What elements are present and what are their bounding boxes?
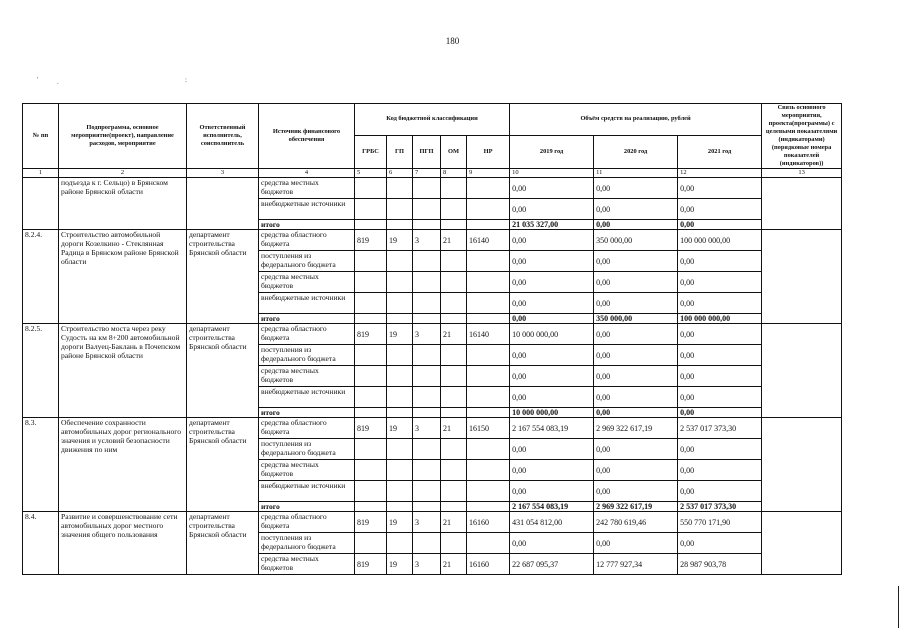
- code-grbs: 819: [355, 324, 387, 345]
- code-blank: [441, 314, 467, 324]
- item-number: 8.2.5.: [23, 324, 59, 418]
- code-pgp: [413, 293, 441, 314]
- header-2019: 2019 год: [510, 135, 594, 168]
- code-blank: [355, 502, 387, 512]
- total-2021: 0,00: [678, 220, 762, 230]
- amount-2021: 0,00: [678, 178, 762, 199]
- code-grbs: [355, 366, 387, 387]
- header-gp: ГП: [387, 135, 413, 168]
- code-nr: 16140: [467, 324, 510, 345]
- code-om: [441, 272, 467, 293]
- code-pgp: [413, 481, 441, 502]
- total-2019: 0,00: [510, 314, 594, 324]
- code-om: 21: [441, 512, 467, 533]
- code-om: [441, 439, 467, 460]
- amount-2019: 0,00: [510, 387, 594, 408]
- code-blank: [355, 408, 387, 418]
- column-number: 5: [355, 169, 387, 178]
- code-gp: [387, 387, 413, 408]
- item-name: Строительство моста через реку Судость на км 8+200 автомобильной дороги Валуец-Баклань в Почепском районе Брянской области: [59, 324, 187, 418]
- code-blank: [467, 220, 510, 230]
- indicator-link: [762, 178, 842, 230]
- code-nr: [467, 481, 510, 502]
- amount-2021: 0,00: [678, 293, 762, 314]
- column-number: 11: [594, 169, 678, 178]
- code-nr: 16160: [467, 554, 510, 575]
- item-number: 8.3.: [23, 418, 59, 512]
- amount-2019: 2 167 554 083,19: [510, 418, 594, 439]
- code-pgp: [413, 439, 441, 460]
- code-grbs: [355, 251, 387, 272]
- code-grbs: [355, 199, 387, 220]
- code-blank: [441, 408, 467, 418]
- code-om: 21: [441, 324, 467, 345]
- amount-2019: 0,00: [510, 460, 594, 481]
- amount-2020: 0,00: [594, 251, 678, 272]
- code-gp: 19: [387, 554, 413, 575]
- amount-2019: 0,00: [510, 199, 594, 220]
- code-grbs: [355, 481, 387, 502]
- amount-2021: 2 537 017 373,30: [678, 418, 762, 439]
- item-name: Обеспечение сохранности автомобильных дорог регионального значения и условий безопасности движения по ним: [59, 418, 187, 512]
- code-gp: [387, 272, 413, 293]
- total-2020: 0,00: [594, 408, 678, 418]
- code-gp: [387, 345, 413, 366]
- funding-source: средства областного бюджета: [259, 418, 355, 439]
- code-gp: [387, 481, 413, 502]
- column-number: 13: [762, 169, 842, 178]
- code-nr: 16160: [467, 512, 510, 533]
- scan-speck: :: [185, 76, 187, 84]
- amount-2021: 550 770 171,90: [678, 512, 762, 533]
- header-om: ОМ: [441, 135, 467, 168]
- total-2019: 21 035 327,00: [510, 220, 594, 230]
- table-row: [23, 230, 842, 251]
- amount-2020: 0,00: [594, 345, 678, 366]
- header-responsible: Ответственный исполнитель, соисполнитель: [187, 104, 259, 169]
- header-no: № пп: [23, 104, 59, 169]
- amount-2020: 0,00: [594, 272, 678, 293]
- amount-2020: 0,00: [594, 439, 678, 460]
- item-number: [23, 178, 59, 230]
- column-number: 3: [187, 169, 259, 178]
- code-om: 21: [441, 554, 467, 575]
- code-blank: [467, 314, 510, 324]
- code-blank: [441, 502, 467, 512]
- funding-source: внебюджетные источники: [259, 481, 355, 502]
- header-row: [23, 104, 842, 136]
- funding-source: средства местных бюджетов: [259, 366, 355, 387]
- funding-source: средства местных бюджетов: [259, 554, 355, 575]
- amount-2020: 350 000,00: [594, 230, 678, 251]
- code-nr: 16140: [467, 230, 510, 251]
- item-name: Развитие и совершенствование сети автомобильных дорог местного значения общего пользования: [59, 512, 187, 575]
- item-responsible: департамент строительства Брянской области: [187, 230, 259, 324]
- code-om: 21: [441, 418, 467, 439]
- total-2019: 2 167 554 083,19: [510, 502, 594, 512]
- code-gp: 19: [387, 324, 413, 345]
- amount-2020: 12 777 927,34: [594, 554, 678, 575]
- code-pgp: [413, 178, 441, 199]
- code-om: 21: [441, 230, 467, 251]
- item-responsible: департамент строительства Брянской области: [187, 324, 259, 418]
- code-nr: [467, 293, 510, 314]
- code-blank: [441, 220, 467, 230]
- code-nr: [467, 199, 510, 220]
- amount-2020: 0,00: [594, 178, 678, 199]
- code-om: [441, 533, 467, 554]
- column-number-row: [23, 169, 842, 178]
- total-label: итого: [259, 314, 355, 324]
- code-blank: [413, 502, 441, 512]
- item-number: 8.4.: [23, 512, 59, 575]
- code-grbs: [355, 293, 387, 314]
- code-pgp: [413, 199, 441, 220]
- header-2020: 2020 год: [594, 135, 678, 168]
- amount-2019: 0,00: [510, 251, 594, 272]
- amount-2019: 0,00: [510, 481, 594, 502]
- code-pgp: [413, 251, 441, 272]
- indicator-link: [762, 418, 842, 512]
- code-grbs: [355, 178, 387, 199]
- code-om: [441, 178, 467, 199]
- funding-source: поступления из федерального бюджета: [259, 345, 355, 366]
- column-number: 10: [510, 169, 594, 178]
- column-number: 7: [413, 169, 441, 178]
- amount-2020: 0,00: [594, 460, 678, 481]
- code-pgp: 3: [413, 554, 441, 575]
- code-gp: [387, 533, 413, 554]
- total-2021: 2 537 017 373,30: [678, 502, 762, 512]
- item-responsible: департамент строительства Брянской области: [187, 512, 259, 575]
- code-pgp: [413, 387, 441, 408]
- indicator-link: [762, 230, 842, 324]
- amount-2021: 0,00: [678, 272, 762, 293]
- table-row: [23, 512, 842, 533]
- funding-source: средства местных бюджетов: [259, 272, 355, 293]
- amount-2021: 28 987 903,78: [678, 554, 762, 575]
- code-nr: [467, 345, 510, 366]
- code-blank: [387, 408, 413, 418]
- code-om: [441, 460, 467, 481]
- total-2021: 0,00: [678, 408, 762, 418]
- funding-source: внебюджетные источники: [259, 293, 355, 314]
- code-gp: 19: [387, 418, 413, 439]
- code-blank: [413, 314, 441, 324]
- code-om: [441, 345, 467, 366]
- code-grbs: 819: [355, 418, 387, 439]
- funding-source: поступления из федерального бюджета: [259, 251, 355, 272]
- code-pgp: 3: [413, 418, 441, 439]
- total-2020: 350 000,00: [594, 314, 678, 324]
- code-blank: [355, 220, 387, 230]
- item-name: подъезда к г. Сельцо) в Брянском районе Брянской области: [59, 178, 187, 230]
- code-grbs: 819: [355, 554, 387, 575]
- item-number: 8.2.4.: [23, 230, 59, 324]
- amount-2019: 0,00: [510, 366, 594, 387]
- code-blank: [467, 408, 510, 418]
- code-grbs: [355, 272, 387, 293]
- code-blank: [387, 220, 413, 230]
- column-number: 9: [467, 169, 510, 178]
- table-row: [23, 324, 842, 345]
- page-number: 180: [445, 36, 460, 46]
- funding-source: поступления из федерального бюджета: [259, 533, 355, 554]
- amount-2021: 0,00: [678, 199, 762, 220]
- code-gp: [387, 251, 413, 272]
- code-gp: [387, 199, 413, 220]
- indicator-link: [762, 324, 842, 418]
- code-gp: 19: [387, 230, 413, 251]
- code-pgp: 3: [413, 512, 441, 533]
- scan-edge-mark: [898, 586, 899, 628]
- code-blank: [387, 314, 413, 324]
- funding-source: средства областного бюджета: [259, 512, 355, 533]
- code-pgp: [413, 366, 441, 387]
- code-gp: [387, 293, 413, 314]
- amount-2021: 0,00: [678, 439, 762, 460]
- funding-source: поступления из федерального бюджета: [259, 439, 355, 460]
- amount-2019: 0,00: [510, 178, 594, 199]
- amount-2021: 0,00: [678, 387, 762, 408]
- code-blank: [467, 502, 510, 512]
- header-link: Связь основного мероприятия, проекта(программы) с целевыми показателями (индикаторами) (порядковые номера показателей (индикаторов)): [762, 104, 842, 169]
- code-nr: [467, 460, 510, 481]
- code-pgp: [413, 345, 441, 366]
- amount-2019: 431 054 812,00: [510, 512, 594, 533]
- code-grbs: [355, 387, 387, 408]
- total-2019: 10 000 000,00: [510, 408, 594, 418]
- column-number: 6: [387, 169, 413, 178]
- header-2021: 2021 год: [678, 135, 762, 168]
- amount-2020: 242 780 619,46: [594, 512, 678, 533]
- amount-2020: 0,00: [594, 533, 678, 554]
- code-grbs: [355, 439, 387, 460]
- code-om: [441, 481, 467, 502]
- column-number: 12: [678, 169, 762, 178]
- code-pgp: [413, 460, 441, 481]
- code-blank: [413, 408, 441, 418]
- amount-2021: 0,00: [678, 366, 762, 387]
- scan-speck: ': [37, 76, 39, 84]
- indicator-link: [762, 512, 842, 575]
- code-pgp: [413, 272, 441, 293]
- code-grbs: [355, 533, 387, 554]
- funding-source: внебюджетные источники: [259, 199, 355, 220]
- header-amount-group: Объём средств на реализацию, рублей: [510, 104, 762, 136]
- amount-2019: 0,00: [510, 293, 594, 314]
- amount-2021: 0,00: [678, 345, 762, 366]
- table-row: [23, 178, 842, 199]
- code-grbs: [355, 460, 387, 481]
- budget-table: [22, 103, 842, 575]
- total-2020: 2 969 322 617,19: [594, 502, 678, 512]
- code-nr: [467, 439, 510, 460]
- amount-2021: 0,00: [678, 460, 762, 481]
- header-pgp: ПГП: [413, 135, 441, 168]
- amount-2019: 10 000 000,00: [510, 324, 594, 345]
- code-nr: [467, 251, 510, 272]
- funding-source: средства областного бюджета: [259, 230, 355, 251]
- header-grbs: ГРБС: [355, 135, 387, 168]
- amount-2020: 0,00: [594, 293, 678, 314]
- header-code-group: Код бюджетной классификации: [355, 104, 510, 136]
- amount-2021: 0,00: [678, 481, 762, 502]
- code-nr: [467, 366, 510, 387]
- header-name: Подпрограмма, основное мероприятие(проект), направление расходов, мероприятие: [59, 104, 187, 169]
- total-2021: 100 000 000,00: [678, 314, 762, 324]
- code-nr: 16150: [467, 418, 510, 439]
- amount-2021: 0,00: [678, 533, 762, 554]
- amount-2020: 0,00: [594, 324, 678, 345]
- column-number: 2: [59, 169, 187, 178]
- code-pgp: 3: [413, 324, 441, 345]
- code-gp: [387, 178, 413, 199]
- code-nr: [467, 533, 510, 554]
- code-om: [441, 293, 467, 314]
- amount-2019: 0,00: [510, 439, 594, 460]
- code-gp: 19: [387, 512, 413, 533]
- amount-2019: 0,00: [510, 345, 594, 366]
- item-responsible: [187, 178, 259, 230]
- header-nr: НР: [467, 135, 510, 168]
- item-responsible: департамент строительства Брянской области: [187, 418, 259, 512]
- table-row: [23, 418, 842, 439]
- total-2020: 0,00: [594, 220, 678, 230]
- code-blank: [387, 502, 413, 512]
- funding-source: средства местных бюджетов: [259, 178, 355, 199]
- code-gp: [387, 460, 413, 481]
- code-om: [441, 199, 467, 220]
- code-blank: [413, 220, 441, 230]
- column-number: 1: [23, 169, 59, 178]
- column-number: 8: [441, 169, 467, 178]
- amount-2021: 0,00: [678, 251, 762, 272]
- total-label: итого: [259, 220, 355, 230]
- total-label: итого: [259, 408, 355, 418]
- amount-2019: 0,00: [510, 230, 594, 251]
- code-grbs: 819: [355, 512, 387, 533]
- code-om: [441, 366, 467, 387]
- code-gp: [387, 366, 413, 387]
- amount-2019: 0,00: [510, 533, 594, 554]
- amount-2021: 100 000 000,00: [678, 230, 762, 251]
- code-pgp: [413, 533, 441, 554]
- amount-2020: 0,00: [594, 366, 678, 387]
- amount-2020: 0,00: [594, 481, 678, 502]
- funding-source: средства областного бюджета: [259, 324, 355, 345]
- code-gp: [387, 439, 413, 460]
- amount-2019: 0,00: [510, 272, 594, 293]
- funding-source: внебюджетные источники: [259, 387, 355, 408]
- code-grbs: [355, 345, 387, 366]
- amount-2020: 0,00: [594, 199, 678, 220]
- amount-2020: 0,00: [594, 387, 678, 408]
- code-pgp: 3: [413, 230, 441, 251]
- code-nr: [467, 387, 510, 408]
- amount-2021: 0,00: [678, 324, 762, 345]
- total-label: итого: [259, 502, 355, 512]
- code-nr: [467, 178, 510, 199]
- amount-2019: 22 687 095,37: [510, 554, 594, 575]
- code-blank: [355, 314, 387, 324]
- code-om: [441, 251, 467, 272]
- amount-2020: 2 969 322 617,19: [594, 418, 678, 439]
- code-nr: [467, 272, 510, 293]
- scan-speck: .: [57, 78, 59, 86]
- column-number: 4: [259, 169, 355, 178]
- funding-source: средства местных бюджетов: [259, 460, 355, 481]
- code-grbs: 819: [355, 230, 387, 251]
- code-om: [441, 387, 467, 408]
- item-name: Строительство автомобильной дороги Козелкино - Стеклянная Радица в Брянском районе Брянской области: [59, 230, 187, 324]
- header-source: Источник финансового обеспечения: [259, 104, 355, 169]
- budget-table-body: [23, 178, 842, 575]
